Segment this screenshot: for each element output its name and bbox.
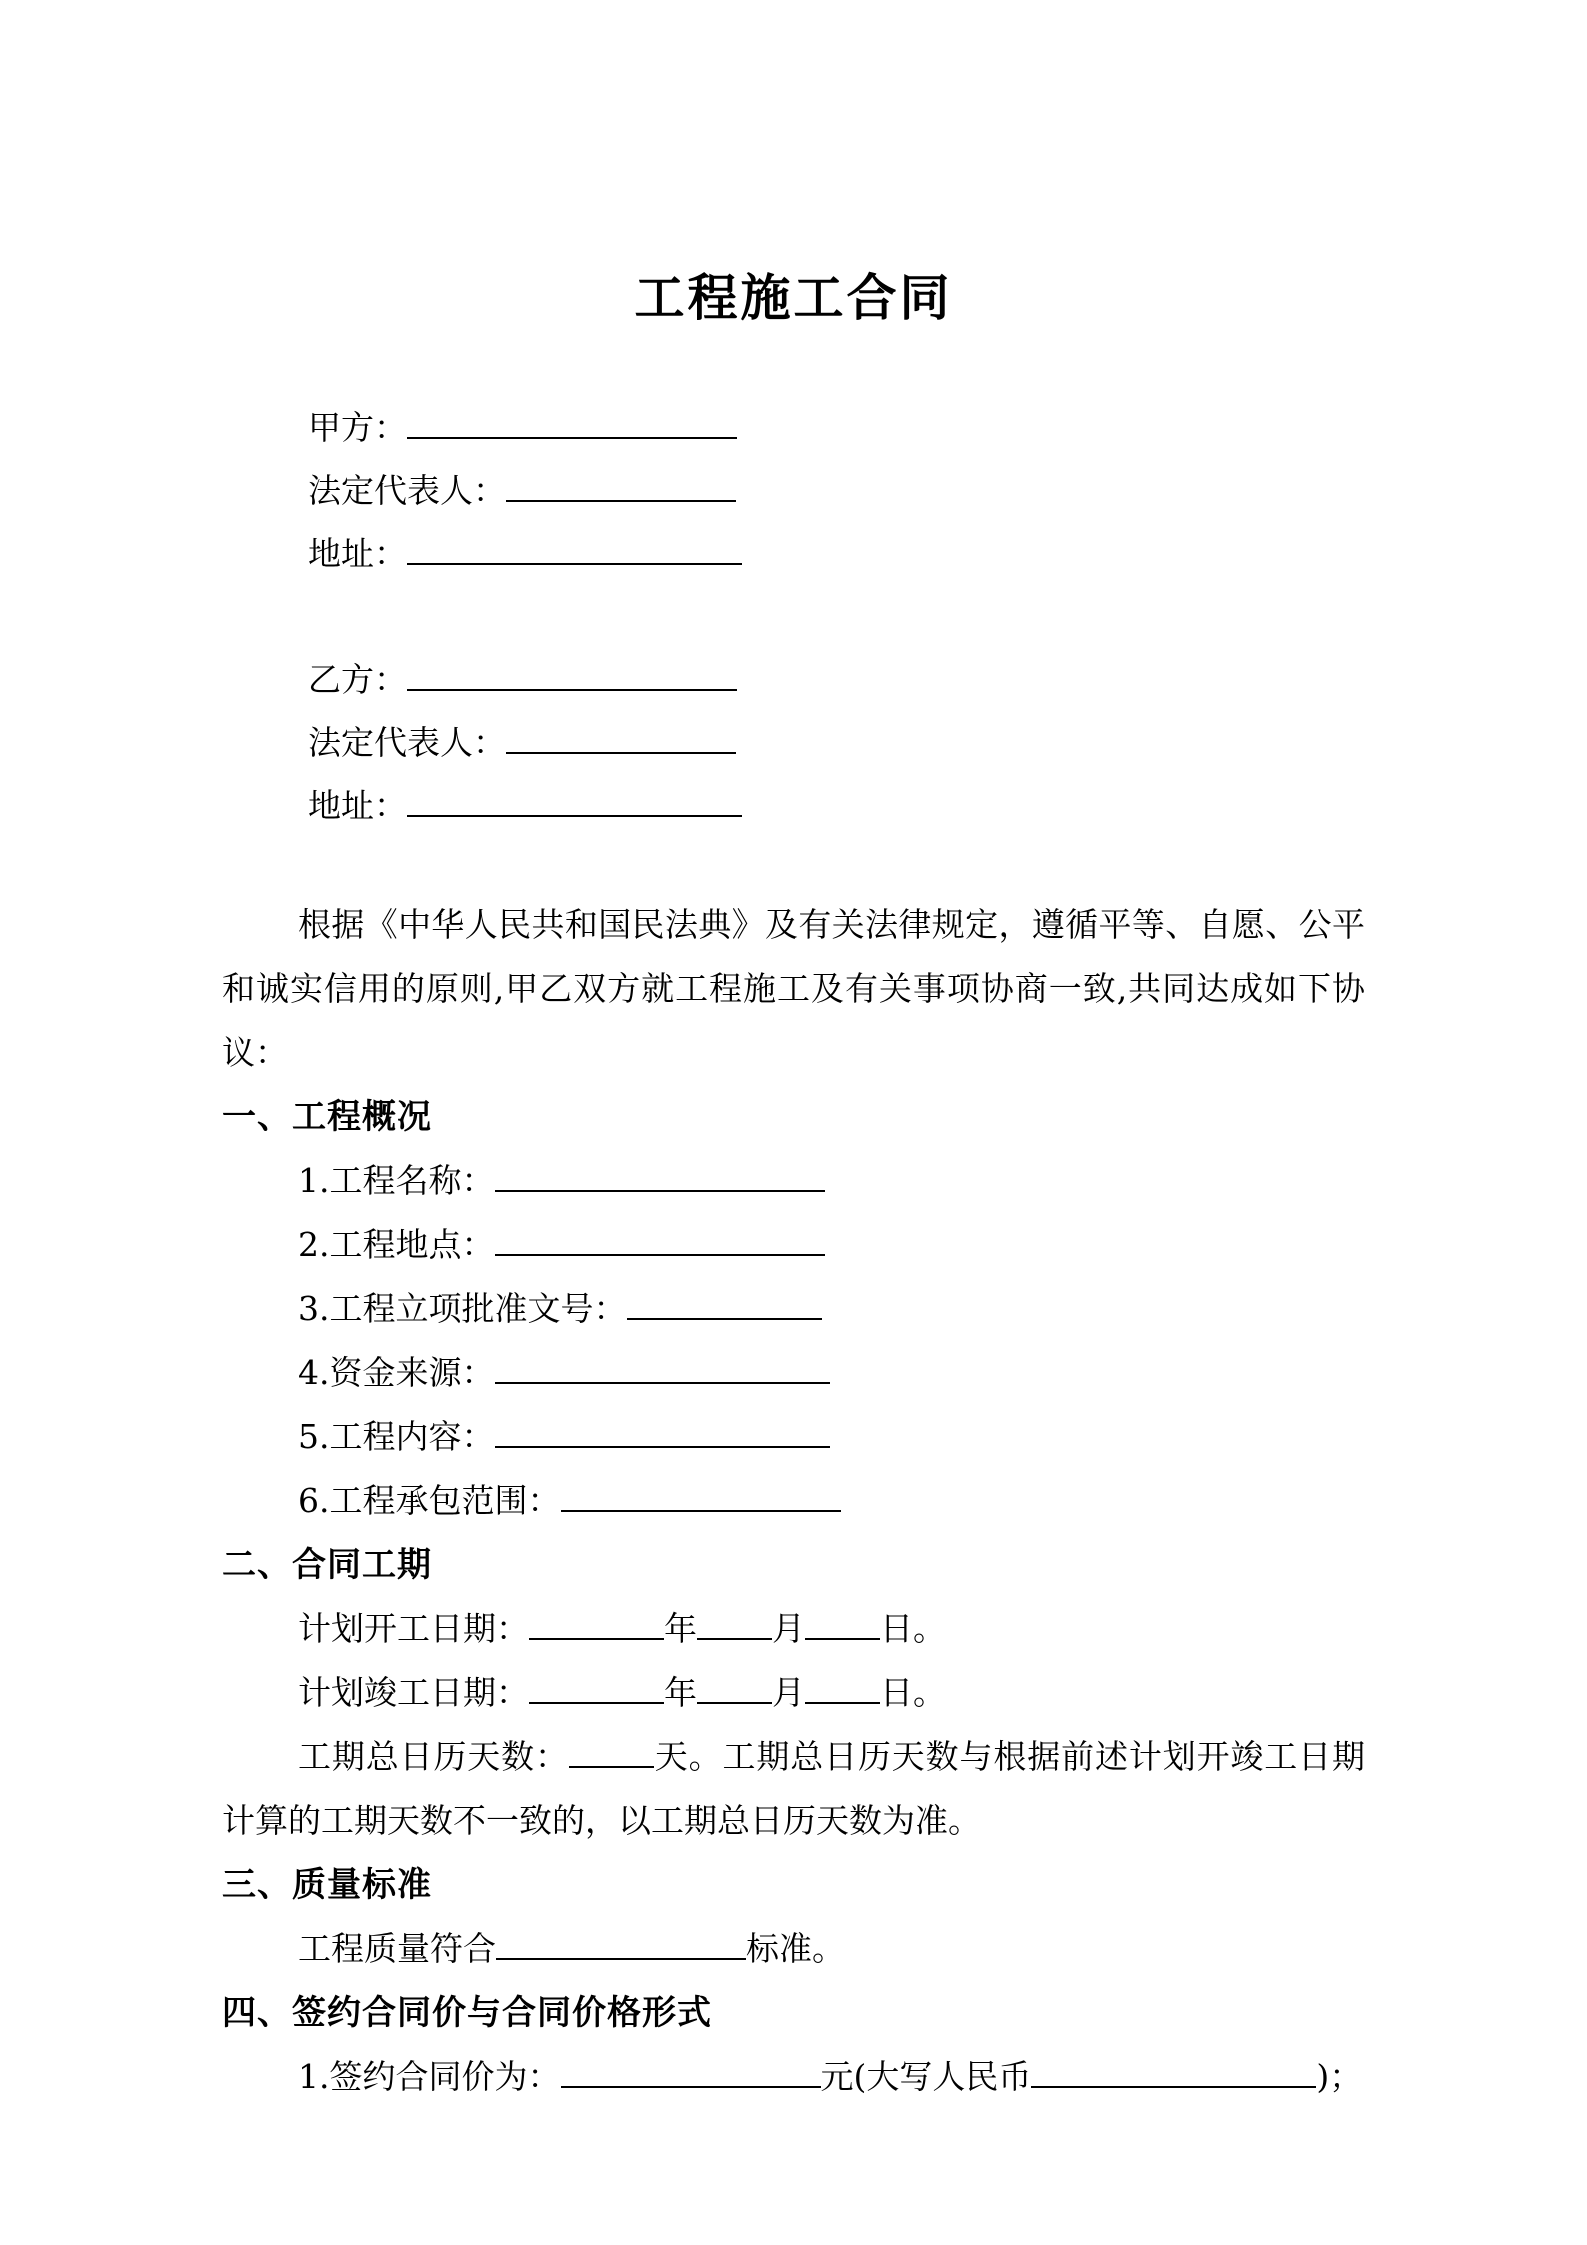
overview-item-funding-source [222, 1341, 1365, 1405]
party-a-legal-rep-blank[interactable] [506, 500, 736, 502]
party-b-address-blank[interactable] [407, 815, 742, 817]
overview-item-approval-number-blank[interactable] [627, 1318, 822, 1320]
overview-item-approval-number [222, 1277, 1365, 1341]
overview-item-project-content-blank[interactable] [495, 1446, 830, 1448]
overview-item-project-location-blank[interactable] [495, 1254, 825, 1256]
party-a-name-label: 甲方： [308, 408, 407, 447]
party-b-block [222, 648, 1365, 837]
finish-day-blank[interactable] [805, 1702, 880, 1704]
party-a-name-blank[interactable] [407, 437, 737, 439]
party-b-legal-rep-row [222, 711, 1365, 774]
party-b-address-label: 地址： [308, 786, 407, 825]
price-words-blank[interactable] [1031, 2086, 1316, 2088]
price-close-text: )； [1316, 2057, 1363, 2096]
finish-year-blank[interactable] [529, 1702, 664, 1704]
party-a-address-label: 地址： [308, 534, 407, 573]
overview-item-funding-source-label: 4.资金来源： [298, 1353, 495, 1392]
start-day-blank[interactable] [805, 1638, 880, 1640]
overview-item-project-name-label: 1.工程名称： [298, 1161, 495, 1200]
document-title: 工程施工合同 [634, 268, 953, 327]
quality-standard-suffix: 标准。 [746, 1929, 845, 1968]
finish-day-suffix: 日。 [880, 1673, 946, 1712]
contract-price-label: 1.签约合同价为： [298, 2057, 561, 2096]
finish-year-suffix: 年 [664, 1673, 697, 1712]
party-a-name-row [222, 396, 1365, 459]
price-figures-blank[interactable] [561, 2086, 821, 2088]
party-a-address-row [222, 522, 1365, 585]
planned-start-date-label: 计划开工日期： [298, 1609, 529, 1648]
overview-item-project-name-blank[interactable] [495, 1190, 825, 1192]
start-month-suffix: 月 [772, 1609, 805, 1648]
quality-standard-blank[interactable] [496, 1958, 746, 1960]
total-days-unit: 天。 [653, 1737, 723, 1776]
quality-standard-row [222, 1917, 1365, 1981]
overview-item-approval-number-label: 3.工程立项批准文号： [298, 1289, 627, 1328]
party-a-legal-rep-label: 法定代表人： [308, 471, 506, 510]
price-unit-text: 元(大写人民币 [820, 2057, 1032, 2096]
total-days-label: 工期总日历天数： [298, 1737, 569, 1776]
start-year-suffix: 年 [664, 1609, 697, 1648]
finish-month-suffix: 月 [772, 1673, 805, 1712]
preamble-paragraph: 根据《中华人民共和国民法典》及有关法律规定，遵循平等、自愿、公平和诚实信用的原则,甲乙双方就工程施工及有关事项协商一致,共同达成如下协议： [222, 905, 1365, 1072]
party-b-legal-rep-label: 法定代表人： [308, 723, 506, 762]
party-a-address-blank[interactable] [407, 563, 742, 565]
party-b-address-row [222, 774, 1365, 837]
overview-item-project-content-label: 5.工程内容： [298, 1417, 495, 1456]
planned-start-date-row [222, 1597, 1365, 1661]
overview-item-project-location [222, 1213, 1365, 1277]
planned-finish-date-label: 计划竣工日期： [298, 1673, 529, 1712]
section-duration-heading: 二、合同工期 [222, 1546, 432, 1584]
overview-item-contract-scope-label: 6.工程承包范围： [298, 1481, 561, 1520]
finish-month-blank[interactable] [697, 1702, 772, 1704]
overview-item-contract-scope [222, 1469, 1365, 1533]
start-month-blank[interactable] [697, 1638, 772, 1640]
party-b-name-blank[interactable] [407, 689, 737, 691]
party-b-name-row [222, 648, 1365, 711]
section-overview-heading: 一、工程概况 [222, 1098, 432, 1136]
party-b-name-label: 乙方： [308, 660, 407, 699]
quality-standard-prefix: 工程质量符合 [298, 1929, 496, 1968]
section-quality-heading: 三、质量标准 [222, 1866, 432, 1904]
total-days-note: 工期总日历天数与根据前述计划开竣工日期计算的工期天数不一致的，以工期总日历天数为准。 [222, 1737, 1366, 1840]
overview-item-project-location-label: 2.工程地点： [298, 1225, 495, 1264]
party-b-legal-rep-blank[interactable] [506, 752, 736, 754]
overview-item-project-content [222, 1405, 1365, 1469]
party-a-block [222, 396, 1365, 585]
section-price-heading: 四、签约合同价与合同价格形式 [222, 1994, 712, 2032]
total-days-blank[interactable] [569, 1766, 654, 1768]
contract-price-row [222, 2045, 1365, 2109]
overview-item-project-name [222, 1149, 1365, 1213]
total-calendar-days-paragraph [222, 1725, 1365, 1853]
overview-item-funding-source-blank[interactable] [495, 1382, 830, 1384]
overview-item-contract-scope-blank[interactable] [561, 1510, 841, 1512]
planned-finish-date-row [222, 1661, 1365, 1725]
start-year-blank[interactable] [529, 1638, 664, 1640]
start-day-suffix: 日。 [880, 1609, 946, 1648]
party-a-legal-rep-row [222, 459, 1365, 522]
